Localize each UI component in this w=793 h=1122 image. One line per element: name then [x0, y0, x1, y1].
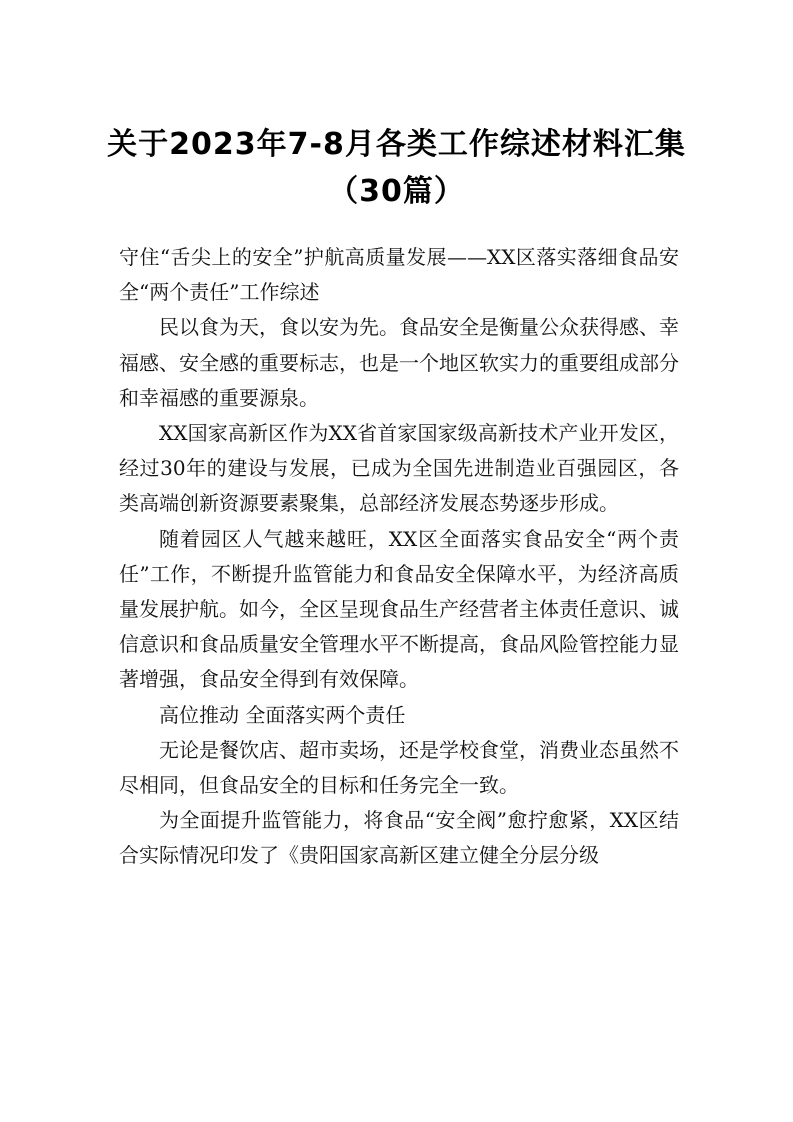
- document-title-line-1: 关于2023年7-8月各类工作综述材料汇集: [107, 127, 686, 162]
- paragraph-4: 无论是餐饮店、超市卖场，还是学校食堂，消费业态虽然不尽相同，但食品安全的目标和任务完全一致。: [119, 737, 679, 798]
- section-subheading: 高位推动 全面落实两个责任: [159, 702, 406, 727]
- paragraph-5: 为全面提升监管能力，将食品“安全阀”愈拧愈紧，XX区结合实际情况印发了《贵阳国家高新区建立健全分层分级: [119, 808, 679, 868]
- paragraph-1: 民以食为天，食以安为先。食品安全是衡量公众获得感、幸福感、安全感的重要标志，也是一个地区软实力的重要组成部分和幸福感的重要源泉。: [119, 315, 679, 410]
- document-title-line-2: （30篇）: [328, 174, 465, 209]
- article-heading: 守住“舌尖上的安全”护航高质量发展——XX区落实落细食品安全“两个责任”工作综述: [119, 245, 679, 305]
- document-body: [119, 240, 679, 874]
- paragraph-3: 随着园区人气越来越旺，XX区全面落实食品安全“两个责任”工作，不断提升监管能力和食品安全保障水平，为经济高质量发展护航。如今，全区呈现食品生产经营者主体责任意识、诚信意识和食品质量安全管理水平不断提高，食品风险管控能力显著增强，食品安全得到有效保障。: [119, 526, 679, 692]
- paragraph-2: XX国家高新区作为XX省首家国家级高新技术产业开发区，经过30年的建设与发展，已成为全国先进制造业百强园区，各类高端创新资源要素聚集，总部经济发展态势逐步形成。: [119, 421, 679, 516]
